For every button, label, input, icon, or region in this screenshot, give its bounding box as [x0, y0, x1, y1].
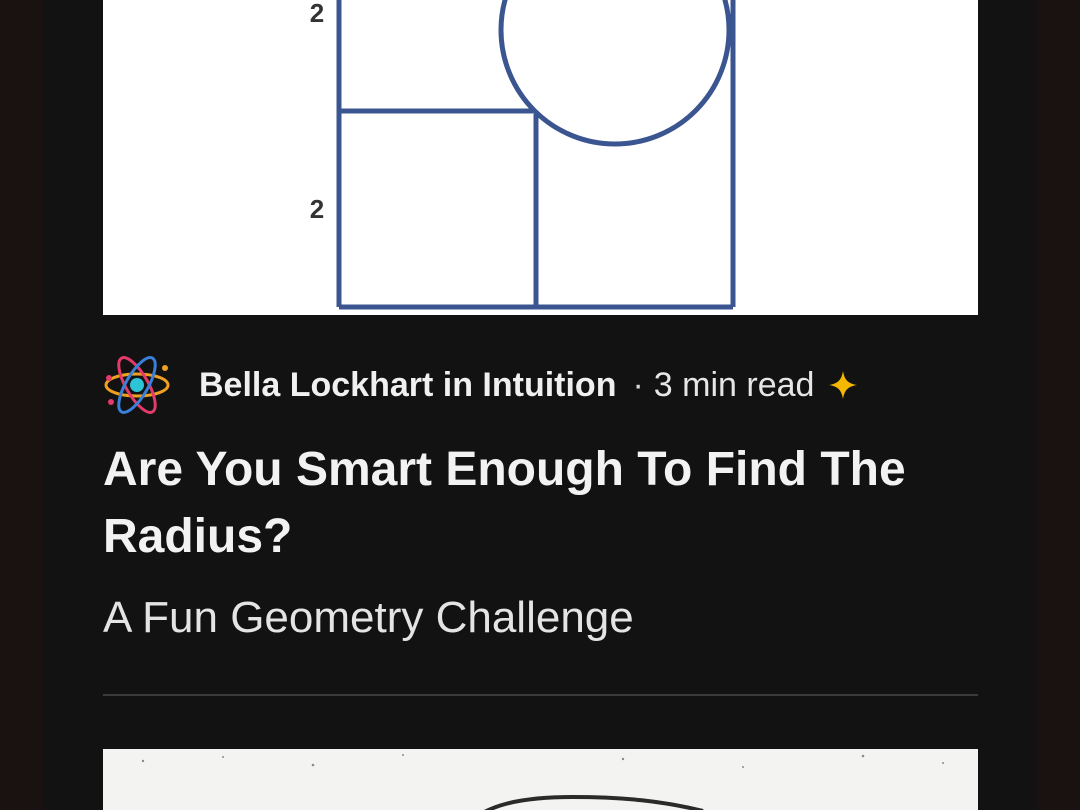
author-link[interactable]: Bella Lockhart in Intuition	[199, 365, 617, 404]
article-title[interactable]: Are You Smart Enough To Find The Radius?	[103, 443, 906, 563]
figure-label-bottom: 2	[309, 194, 325, 224]
divider	[103, 694, 978, 696]
read-time: 3 min read	[653, 365, 815, 404]
sketch-image	[103, 749, 978, 810]
next-article-image[interactable]	[103, 749, 978, 810]
geometry-figure	[103, 0, 978, 315]
article-subtitle[interactable]: A Fun Geometry Challenge	[103, 593, 634, 642]
atom-icon[interactable]	[103, 348, 171, 422]
star-icon	[828, 370, 858, 400]
article-meta	[103, 348, 858, 422]
feed-page	[43, 0, 1037, 810]
figure-label-top: 2	[309, 0, 325, 28]
meta-separator: ·	[632, 365, 644, 404]
article-hero-image[interactable]	[103, 0, 978, 315]
